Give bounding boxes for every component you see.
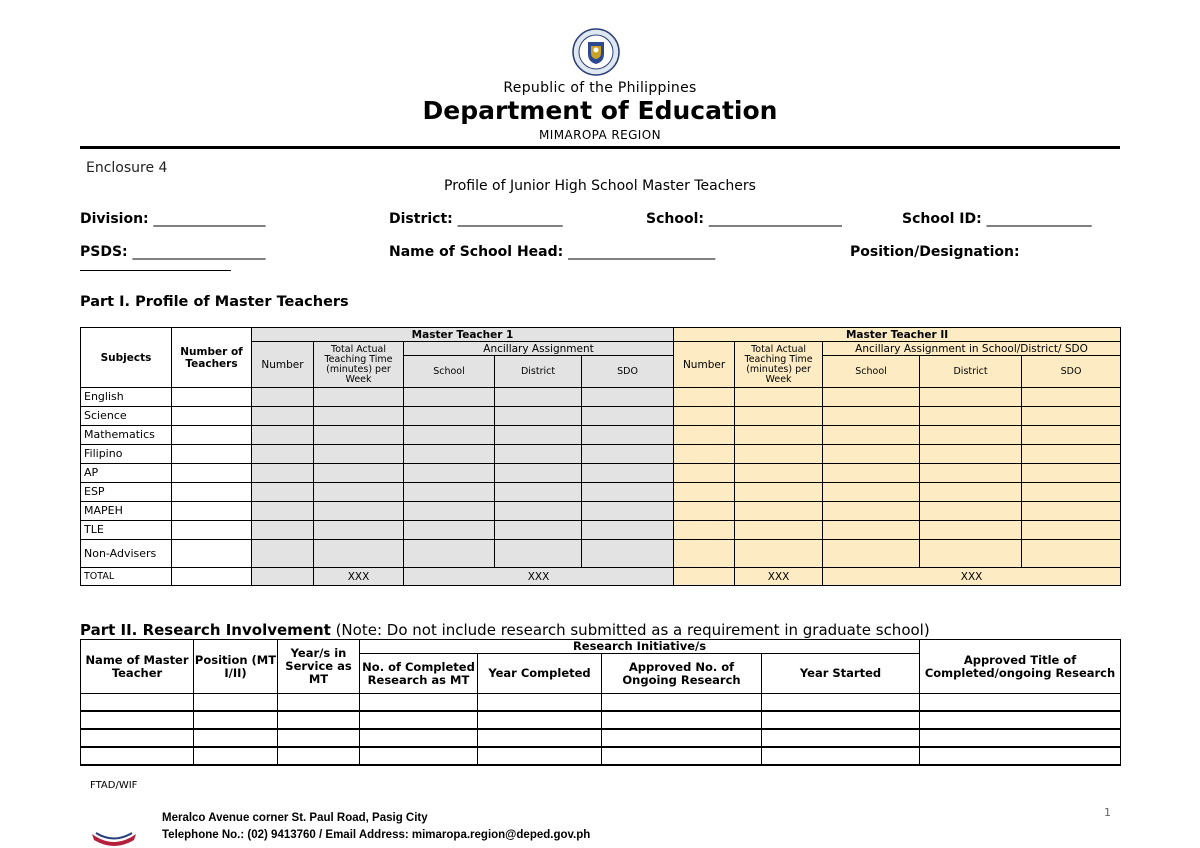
table-cell[interactable] xyxy=(920,464,1022,483)
table-cell[interactable] xyxy=(172,388,252,407)
table-cell[interactable] xyxy=(582,464,674,483)
year-started-header: Year Started xyxy=(762,654,920,694)
table-cell[interactable] xyxy=(252,540,314,568)
deped-seal-logo xyxy=(572,28,620,76)
table-cell[interactable] xyxy=(172,502,252,521)
table-row xyxy=(81,483,1121,502)
table-cell[interactable] xyxy=(314,445,404,464)
district-input-line[interactable]: _______________ xyxy=(457,211,563,227)
table-cell[interactable] xyxy=(582,445,674,464)
table-cell[interactable] xyxy=(735,502,823,521)
table-cell[interactable] xyxy=(194,747,278,765)
table-cell[interactable] xyxy=(602,711,762,729)
table-cell[interactable] xyxy=(674,502,735,521)
mt1-school-header: School xyxy=(404,356,495,388)
republic-heading: Republic of the Philippines xyxy=(503,80,697,96)
school-head-label: Name of School Head: xyxy=(389,244,564,260)
number-of-teachers-header: Number of Teachers xyxy=(172,328,252,388)
table-row xyxy=(81,694,1121,712)
footer-contact: Telephone No.: (02) 9413760 / Email Address: mimaropa.region@deped.gov.ph xyxy=(162,829,591,841)
position-field xyxy=(850,244,1020,260)
table-cell[interactable] xyxy=(278,694,360,712)
mt1-total-time: XXX xyxy=(314,568,404,586)
subject-cell: Mathematics xyxy=(81,426,172,445)
enclosure-label: Enclosure 4 xyxy=(86,160,168,176)
table-cell[interactable] xyxy=(582,540,674,568)
form-title: Profile of Junior High School Master Teachers xyxy=(444,178,756,194)
table-cell[interactable] xyxy=(582,426,674,445)
table-cell[interactable] xyxy=(735,540,823,568)
position-input-line[interactable] xyxy=(80,270,231,272)
table-cell[interactable] xyxy=(81,747,194,765)
mt2-total-ancillary: XXX xyxy=(823,568,1121,586)
part2-title xyxy=(80,621,930,639)
table-cell[interactable] xyxy=(495,464,582,483)
table-cell[interactable] xyxy=(1022,464,1121,483)
school-head-field xyxy=(389,244,715,260)
part2-title-text: Part II. Research Involvement xyxy=(80,621,331,639)
mt1-total-ancillary: XXX xyxy=(404,568,674,586)
table-cell[interactable] xyxy=(495,407,582,426)
subject-cell: Science xyxy=(81,407,172,426)
mt2-number-header: Number xyxy=(674,342,735,388)
table-cell[interactable] xyxy=(582,521,674,540)
table-cell[interactable] xyxy=(478,729,602,747)
table-cell[interactable] xyxy=(314,426,404,445)
table-cell[interactable] xyxy=(404,521,495,540)
school-head-input-line[interactable]: _____________________ xyxy=(568,244,716,260)
approved-title-header: Approved Title of Completed/ongoing Research xyxy=(920,640,1121,694)
header-divider xyxy=(80,146,1120,149)
subject-cell: English xyxy=(81,388,172,407)
mt1-district-header: District xyxy=(495,356,582,388)
table-cell[interactable] xyxy=(278,711,360,729)
region-heading: MIMAROPA REGION xyxy=(539,128,661,142)
table-cell[interactable] xyxy=(823,426,920,445)
school-id-label: School ID: xyxy=(902,211,982,227)
table-cell[interactable] xyxy=(735,445,823,464)
mt1-teaching-time-header: Total Actual Teaching Time (minutes) per Week xyxy=(314,342,404,388)
table-row xyxy=(81,407,1121,426)
table-cell[interactable] xyxy=(602,694,762,712)
mt1-ancillary-header: Ancillary Assignment xyxy=(404,342,674,356)
page-number: 1 xyxy=(1104,806,1111,819)
subjects-header: Subjects xyxy=(81,328,172,388)
table-cell[interactable] xyxy=(478,694,602,712)
mt2-sdo-header: SDO xyxy=(1022,356,1121,388)
table-cell[interactable] xyxy=(404,445,495,464)
table-cell[interactable] xyxy=(823,483,920,502)
table-cell[interactable] xyxy=(252,388,314,407)
school-label: School: xyxy=(646,211,704,227)
table-cell[interactable] xyxy=(278,729,360,747)
table-cell[interactable] xyxy=(920,426,1022,445)
table-cell[interactable] xyxy=(172,521,252,540)
year-completed-header: Year Completed xyxy=(478,654,602,694)
table-cell[interactable] xyxy=(823,540,920,568)
table-cell[interactable] xyxy=(172,445,252,464)
table-row xyxy=(81,711,1121,729)
table-cell[interactable] xyxy=(278,747,360,765)
school-id-input-line[interactable]: _______________ xyxy=(986,211,1092,227)
table-cell[interactable] xyxy=(360,694,478,712)
table-cell[interactable] xyxy=(495,426,582,445)
subject-cell: Filipino xyxy=(81,445,172,464)
table-cell[interactable] xyxy=(314,407,404,426)
psds-input-line[interactable]: ___________________ xyxy=(132,244,266,260)
mt1-header: Master Teacher 1 xyxy=(252,328,674,342)
table-cell[interactable] xyxy=(1022,388,1121,407)
subject-cell: TLE xyxy=(81,521,172,540)
table-cell[interactable] xyxy=(404,502,495,521)
table-cell[interactable] xyxy=(735,464,823,483)
table-cell[interactable] xyxy=(81,694,194,712)
subject-cell: MAPEH xyxy=(81,502,172,521)
table-cell[interactable] xyxy=(1022,540,1121,568)
table-cell[interactable] xyxy=(478,711,602,729)
total-row xyxy=(81,568,1121,586)
mt1-number-header: Number xyxy=(252,342,314,388)
research-involvement-table xyxy=(80,639,1121,766)
table-cell[interactable] xyxy=(172,568,252,586)
region-logo xyxy=(90,828,138,848)
table-cell[interactable] xyxy=(823,521,920,540)
table-cell[interactable] xyxy=(314,483,404,502)
table-cell[interactable] xyxy=(81,711,194,729)
table-cell[interactable] xyxy=(314,521,404,540)
table-cell[interactable] xyxy=(172,407,252,426)
district-label: District: xyxy=(389,211,453,227)
table-cell[interactable] xyxy=(823,388,920,407)
table-cell[interactable] xyxy=(762,694,920,712)
position-header: Position (MT I/II) xyxy=(194,640,278,694)
years-service-header: Year/s in Service as MT xyxy=(278,640,360,694)
mt2-total-time: XXX xyxy=(735,568,823,586)
table-cell[interactable] xyxy=(920,694,1121,712)
table-cell[interactable] xyxy=(762,711,920,729)
table-cell[interactable] xyxy=(1022,483,1121,502)
table-cell[interactable] xyxy=(404,540,495,568)
table-cell[interactable] xyxy=(674,568,735,586)
table-cell[interactable] xyxy=(404,407,495,426)
position-label: Position/Designation: xyxy=(850,244,1020,260)
table-cell[interactable] xyxy=(920,502,1022,521)
table-cell[interactable] xyxy=(404,464,495,483)
mt2-district-header: District xyxy=(920,356,1022,388)
subject-cell: ESP xyxy=(81,483,172,502)
table-cell[interactable] xyxy=(495,388,582,407)
table-cell[interactable] xyxy=(404,388,495,407)
table-row xyxy=(81,502,1121,521)
table-cell[interactable] xyxy=(582,483,674,502)
table-cell[interactable] xyxy=(762,729,920,747)
table-cell[interactable] xyxy=(495,445,582,464)
table-cell[interactable] xyxy=(252,407,314,426)
table-cell[interactable] xyxy=(920,729,1121,747)
table-cell[interactable] xyxy=(314,464,404,483)
table-cell[interactable] xyxy=(920,445,1022,464)
table-cell[interactable] xyxy=(920,407,1022,426)
table-cell[interactable] xyxy=(194,694,278,712)
table-cell[interactable] xyxy=(920,388,1022,407)
mt2-ancillary-header: Ancillary Assignment in School/District/ SDO xyxy=(823,342,1121,356)
table-cell[interactable] xyxy=(762,747,920,765)
table-row xyxy=(81,388,1121,407)
table-cell[interactable] xyxy=(823,407,920,426)
table-cell[interactable] xyxy=(582,502,674,521)
table-cell[interactable] xyxy=(252,568,314,586)
table-cell[interactable] xyxy=(823,502,920,521)
table-row xyxy=(81,445,1121,464)
table-cell[interactable] xyxy=(674,407,735,426)
table-cell[interactable] xyxy=(404,426,495,445)
table-cell[interactable] xyxy=(920,747,1121,765)
table-cell[interactable] xyxy=(735,426,823,445)
form-code: FTAD/WIF xyxy=(90,780,138,791)
table-cell[interactable] xyxy=(252,426,314,445)
table-cell[interactable] xyxy=(1022,407,1121,426)
table-cell[interactable] xyxy=(172,426,252,445)
table-cell[interactable] xyxy=(252,521,314,540)
table-cell[interactable] xyxy=(314,388,404,407)
table-cell[interactable] xyxy=(81,729,194,747)
psds-label: PSDS: xyxy=(80,244,128,260)
table-cell[interactable] xyxy=(495,521,582,540)
table-row xyxy=(81,464,1121,483)
table-cell[interactable] xyxy=(172,464,252,483)
table-cell[interactable] xyxy=(495,483,582,502)
division-label: Division: xyxy=(80,211,149,227)
division-field xyxy=(80,211,266,227)
table-cell[interactable] xyxy=(1022,521,1121,540)
footer-address-block xyxy=(162,810,590,844)
subject-cell: Non-Advisers xyxy=(81,540,172,568)
table-cell[interactable] xyxy=(314,502,404,521)
division-input-line[interactable]: ________________ xyxy=(153,211,266,227)
table-cell[interactable] xyxy=(252,483,314,502)
table-cell[interactable] xyxy=(674,464,735,483)
table-cell[interactable] xyxy=(172,483,252,502)
table-cell[interactable] xyxy=(674,521,735,540)
mt-name-header: Name of Master Teacher xyxy=(81,640,194,694)
ongoing-count-header: Approved No. of Ongoing Research xyxy=(602,654,762,694)
table-cell[interactable] xyxy=(252,464,314,483)
research-initiatives-header: Research Initiative/s xyxy=(360,640,920,654)
total-label: TOTAL xyxy=(81,568,172,586)
footer-address: Meralco Avenue corner St. Paul Road, Pasig City xyxy=(162,812,428,824)
table-cell[interactable] xyxy=(674,483,735,502)
table-cell[interactable] xyxy=(1022,502,1121,521)
table-cell[interactable] xyxy=(194,729,278,747)
table-row xyxy=(81,747,1121,765)
part2-note: (Note: Do not include research submitted as a requirement in graduate school) xyxy=(330,621,930,639)
school-field xyxy=(646,211,842,227)
table-cell[interactable] xyxy=(920,540,1022,568)
department-heading: Department of Education xyxy=(422,96,778,125)
table-cell[interactable] xyxy=(582,388,674,407)
table-cell[interactable] xyxy=(674,445,735,464)
table-cell[interactable] xyxy=(478,747,602,765)
table-cell[interactable] xyxy=(252,502,314,521)
table-cell[interactable] xyxy=(582,407,674,426)
table-cell[interactable] xyxy=(735,407,823,426)
table-cell[interactable] xyxy=(495,540,582,568)
mt1-sdo-header: SDO xyxy=(582,356,674,388)
table-cell[interactable] xyxy=(920,711,1121,729)
table-cell[interactable] xyxy=(252,445,314,464)
table-cell[interactable] xyxy=(495,502,582,521)
table-cell[interactable] xyxy=(360,747,478,765)
table-cell[interactable] xyxy=(1022,445,1121,464)
table-cell[interactable] xyxy=(735,388,823,407)
table-row xyxy=(81,729,1121,747)
mt2-header: Master Teacher II xyxy=(674,328,1121,342)
table-row xyxy=(81,540,1121,568)
table-cell[interactable] xyxy=(674,426,735,445)
table-cell[interactable] xyxy=(735,521,823,540)
table-cell[interactable] xyxy=(404,483,495,502)
master-teachers-table xyxy=(80,327,1121,586)
part1-title: Part I. Profile of Master Teachers xyxy=(80,294,349,310)
table-cell[interactable] xyxy=(602,729,762,747)
table-cell[interactable] xyxy=(920,521,1022,540)
table-cell[interactable] xyxy=(823,445,920,464)
district-field xyxy=(389,211,563,227)
table-cell[interactable] xyxy=(1022,426,1121,445)
table-cell[interactable] xyxy=(735,483,823,502)
mt2-teaching-time-header: Total Actual Teaching Time (minutes) per Week xyxy=(735,342,823,388)
table-cell[interactable] xyxy=(823,464,920,483)
table-cell[interactable] xyxy=(172,540,252,568)
table-cell[interactable] xyxy=(674,388,735,407)
psds-field xyxy=(80,244,266,260)
table-cell[interactable] xyxy=(360,711,478,729)
school-id-field xyxy=(902,211,1092,227)
table-cell[interactable] xyxy=(920,483,1022,502)
table-row xyxy=(81,426,1121,445)
table-cell[interactable] xyxy=(602,747,762,765)
table-cell[interactable] xyxy=(194,711,278,729)
subject-cell: AP xyxy=(81,464,172,483)
completed-count-header: No. of Completed Research as MT xyxy=(360,654,478,694)
table-cell[interactable] xyxy=(314,540,404,568)
table-cell[interactable] xyxy=(360,729,478,747)
table-row xyxy=(81,521,1121,540)
mt2-school-header: School xyxy=(823,356,920,388)
school-input-line[interactable]: ___________________ xyxy=(708,211,842,227)
table-cell[interactable] xyxy=(674,540,735,568)
